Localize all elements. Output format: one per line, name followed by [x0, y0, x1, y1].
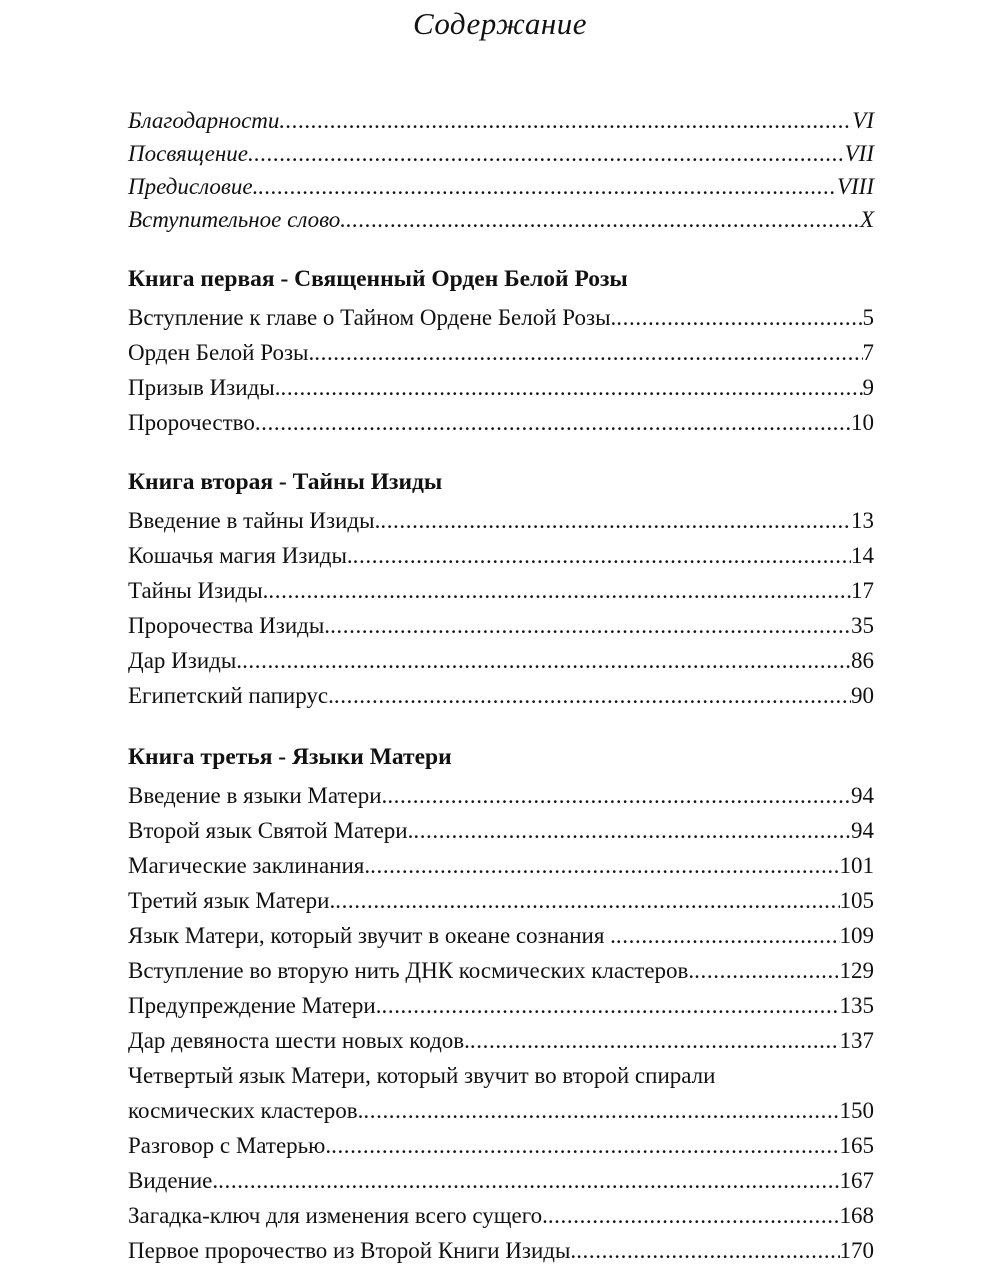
- dot-leader: [470, 1023, 840, 1058]
- toc-entry: [128, 370, 874, 405]
- entry-page: 7: [862, 340, 874, 365]
- entry-label: Дар девяноста шести новых кодов.: [128, 1028, 470, 1053]
- dot-leader: [353, 538, 851, 573]
- entry-label: Посвящение: [128, 141, 248, 166]
- entry-page: X: [859, 207, 874, 232]
- toc-entry: [128, 573, 874, 608]
- entry-label: Загадка-ключ для изменения всего сущего.: [128, 1203, 548, 1228]
- dot-leader: [242, 643, 851, 678]
- dot-leader: [616, 300, 862, 335]
- entry-page: 170: [839, 1238, 874, 1263]
- dot-leader: [382, 988, 840, 1023]
- toc-entry: [128, 1198, 874, 1233]
- entry-page: 137: [839, 1028, 874, 1053]
- dot-leader: [279, 104, 852, 137]
- entry-label: Тайны Изиды.: [128, 578, 269, 603]
- entry-label: Магические заклинания.: [128, 853, 371, 878]
- entry-label: Предупреждение Матери.: [128, 993, 382, 1018]
- dot-leader: [616, 918, 840, 953]
- dot-leader: [694, 953, 839, 988]
- book-heading: Книга первая - Священный Орден Белой Розы: [128, 266, 628, 292]
- entry-label: Четвертый язык Матери, который звучит во второй спирали: [128, 1063, 716, 1088]
- toc-entry: [128, 953, 874, 988]
- toc-entry: [128, 848, 874, 883]
- entry-page: VI: [852, 108, 874, 133]
- entry-page: 86: [851, 648, 874, 673]
- toc-entry: [128, 335, 874, 370]
- dot-leader: [387, 778, 851, 813]
- entry-label: Египетский папирус.: [128, 683, 334, 708]
- dot-leader: [380, 503, 851, 538]
- entry-label: Первое пророчество из Второй Книги Изиды.: [128, 1238, 577, 1263]
- toc-entry: [128, 813, 874, 848]
- entry-page: 35: [851, 613, 874, 638]
- toc-entry: [128, 1128, 874, 1163]
- book-heading: Книга вторая - Тайны Изиды: [128, 469, 443, 495]
- entry-page: 90: [851, 683, 874, 708]
- entry-page: 101: [839, 853, 874, 878]
- entry-page: 5: [862, 305, 874, 330]
- dot-leader: [363, 1093, 839, 1128]
- toc-entry-line1: [128, 1058, 874, 1093]
- entry-page: VIII: [836, 174, 874, 199]
- entry-label: Третий язык Матери.: [128, 888, 336, 913]
- dot-leader: [314, 335, 862, 370]
- toc-entry: [128, 137, 874, 170]
- entry-page: 150: [839, 1098, 874, 1123]
- entry-page: 10: [851, 410, 874, 435]
- book-section: [128, 742, 874, 1268]
- entry-page: 14: [851, 543, 874, 568]
- book-section: [128, 467, 874, 713]
- dot-leader: [576, 1233, 839, 1268]
- toc-entry: [128, 203, 874, 236]
- dot-leader: [258, 170, 837, 203]
- dot-leader: [268, 573, 851, 608]
- entry-label: Видение.: [128, 1168, 219, 1193]
- toc-entry: [128, 918, 874, 953]
- toc-entry: [128, 104, 874, 137]
- dot-leader: [335, 883, 839, 918]
- entry-page: 13: [851, 508, 874, 533]
- toc-entry: [128, 883, 874, 918]
- entry-label: Разговор с Матерью.: [128, 1133, 332, 1158]
- entry-page: 165: [839, 1133, 874, 1158]
- dot-leader: [255, 405, 851, 440]
- toc-entry: [128, 1163, 874, 1198]
- entry-label: Кошачья магия Изиды.: [128, 543, 353, 568]
- entry-page: 109: [839, 923, 874, 948]
- entry-label: Вступление во вторую нить ДНК космических кластеров.: [128, 958, 695, 983]
- entry-page: 94: [851, 783, 874, 808]
- entry-label: Вступление к главе о Тайном Ордене Белой Розы.: [128, 305, 617, 330]
- dot-leader: [280, 370, 862, 405]
- dot-leader: [413, 813, 851, 848]
- dot-leader: [548, 1198, 840, 1233]
- entry-page: 9: [862, 375, 874, 400]
- entry-page: 135: [839, 993, 874, 1018]
- entry-page: 105: [839, 888, 874, 913]
- toc-entry: [128, 1093, 874, 1128]
- toc-entry: [128, 503, 874, 538]
- dot-leader: [331, 1128, 839, 1163]
- entry-label: Пророчество: [128, 410, 255, 435]
- toc-entry: [128, 170, 874, 203]
- entry-label: Введение в тайны Изиды.: [128, 508, 381, 533]
- entry-label: Введение в языки Матери.: [128, 783, 388, 808]
- entry-label-continued: космических кластеров.: [128, 1098, 364, 1123]
- entry-page: 168: [839, 1203, 874, 1228]
- dot-leader: [346, 203, 860, 236]
- entry-label: Орден Белой Розы.: [128, 340, 315, 365]
- dot-leader: [370, 848, 839, 883]
- page-title: Содержание: [412, 6, 588, 41]
- toc-entry: [128, 678, 874, 713]
- dot-leader: [334, 678, 851, 713]
- entry-page: 129: [839, 958, 874, 983]
- front-matter-list: [128, 104, 874, 236]
- entry-label: Дар Изиды.: [128, 648, 243, 673]
- dot-leader: [330, 608, 851, 643]
- dot-leader: [248, 137, 845, 170]
- entry-page: 94: [851, 818, 874, 843]
- entry-label: Призыв Изиды.: [128, 375, 281, 400]
- book-heading: Книга третья - Языки Матери: [128, 744, 452, 770]
- entry-page: VII: [844, 141, 874, 166]
- entry-label: Вступительное слово.: [128, 207, 347, 232]
- toc-entry: [128, 778, 874, 813]
- dot-leader: [218, 1163, 839, 1198]
- toc-entry: [128, 988, 874, 1023]
- entry-label: Второй язык Святой Матери.: [128, 818, 414, 843]
- toc-entry: [128, 643, 874, 678]
- toc-entry: [128, 608, 874, 643]
- toc-entry: [128, 405, 874, 440]
- toc-entry: [128, 1023, 874, 1058]
- entry-label: Предисловие.: [128, 174, 259, 199]
- entry-label: Пророчества Изиды.: [128, 613, 331, 638]
- toc-entry: [128, 538, 874, 573]
- entry-page: 17: [851, 578, 874, 603]
- entry-label: Язык Матери, который звучит в океане сознания .: [128, 923, 616, 948]
- toc-entry: [128, 300, 874, 335]
- toc-entry: [128, 1233, 874, 1268]
- entry-page: 167: [839, 1168, 874, 1193]
- entry-label: Благодарности: [128, 108, 280, 133]
- book-section: [128, 264, 874, 440]
